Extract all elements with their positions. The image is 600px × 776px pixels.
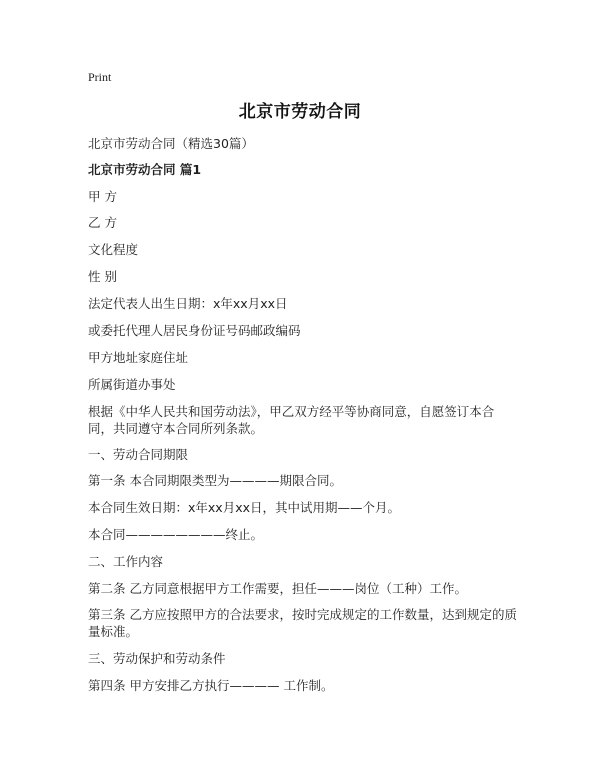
party-b-line: 乙 方 [88, 215, 117, 230]
education-line: 文化程度 [88, 242, 139, 257]
print-label: Print [88, 70, 112, 84]
article-1: 第一条 本合同期限类型为————期限合同。 [88, 473, 342, 488]
party-a-line: 甲 方 [88, 189, 117, 204]
article-4: 第四条 甲方安排乙方执行———— 工作制。 [88, 678, 334, 693]
address-line: 甲方地址家庭住址 [88, 350, 189, 365]
section-2-heading: 二、工作内容 [88, 554, 164, 569]
street-office-line: 所属街道办事处 [88, 377, 176, 392]
article-3: 第三条 乙方应按照甲方的合法要求，按时完成规定的工作数量，达到规定的质量标准。 [88, 607, 517, 639]
preamble-paragraph: 根据《中华人民共和国劳动法》，甲乙双方经平等协商同意，自愿签订本合同，共同遵守本合同所列条款。 [88, 404, 495, 436]
section-heading: 北京市劳动合同 篇1 [88, 162, 202, 177]
effective-date-line: 本合同生效日期：x年xx月xx日，其中试用期——个月。 [88, 500, 400, 515]
document-subtitle: 北京市劳动合同（精选30篇） [88, 136, 254, 151]
birthdate-line: 法定代表人出生日期：x年xx月xx日 [88, 296, 288, 311]
termination-line: 本合同————————终止。 [88, 527, 264, 542]
gender-line: 性 别 [88, 269, 117, 284]
section-1-heading: 一、劳动合同期限 [88, 447, 189, 462]
document-title: 北京市劳动合同 [238, 102, 362, 122]
article-2: 第二条 乙方同意根据甲方工作需要，担任———岗位（工种）工作。 [88, 581, 467, 596]
id-number-line: 或委托代理人居民身份证号码邮政编码 [88, 323, 301, 338]
section-3-heading: 三、劳动保护和劳动条件 [88, 651, 226, 666]
